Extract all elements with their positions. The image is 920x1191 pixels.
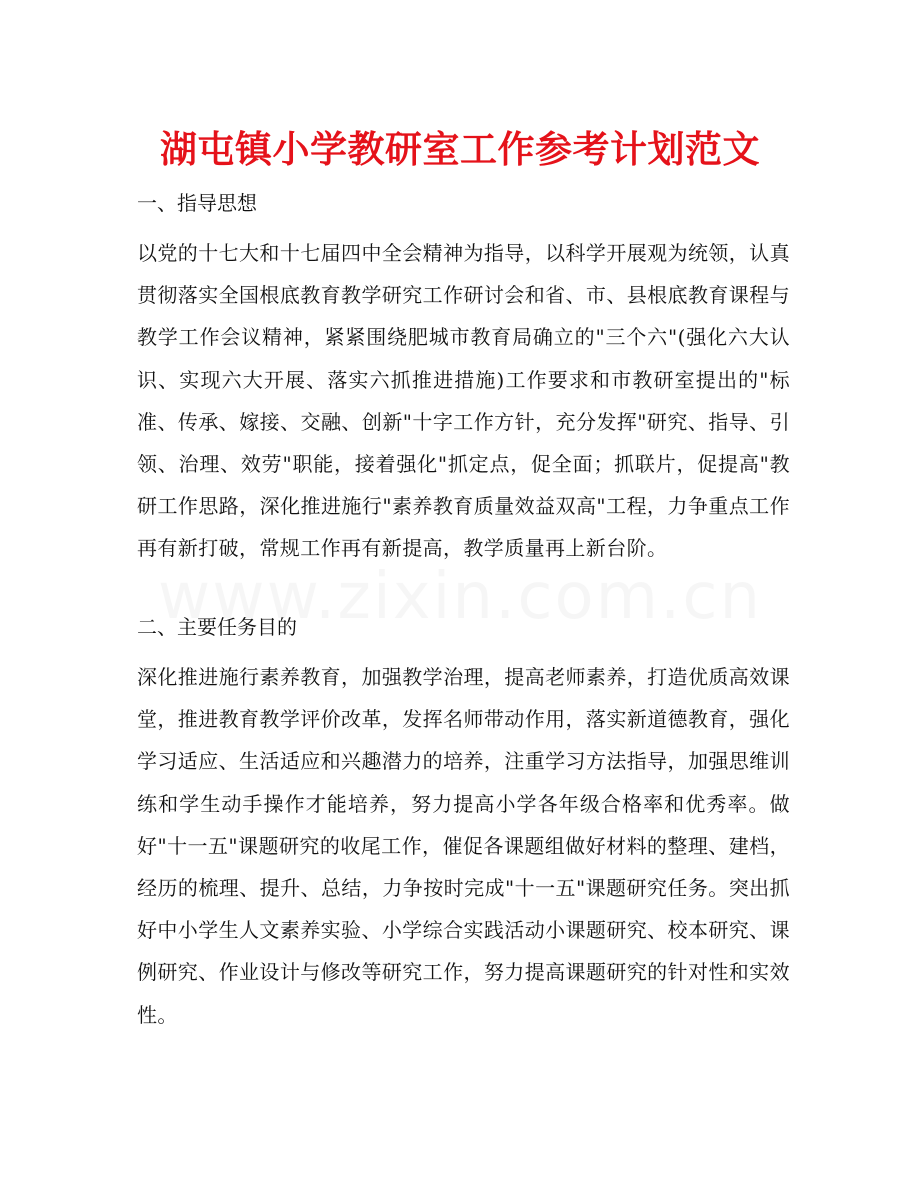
section-heading-main-tasks: 二、主要任务目的 [137,615,297,639]
section-heading-guiding-ideology: 一、指导思想 [137,191,257,215]
section-body-main-tasks: 深化推进施行素养教育，加强教学治理，提高老师素养，打造优质高效课堂，推进教育教学评价改革，发挥名师带动作用，落实新道德教育，强化学习适应、生活适应和兴趣潜力的培养，注重学习方法指导，加强思维训练和学生动手操作才能培养，努力提高小学各年级合格率和优秀率。做好"十一五"课题研究的收尾工作，催促各课题组做好材料的整理、建档，经历的梳理、提升、总结，力争按时完成"十一五"课题研究任务。突出抓好中小学生人文素养实验、小学综合实践活动小课题研究、校本研究、课例研究、作业设计与修改等研究工作，努力提高课题研究的针对性和实效性。 [137,665,790,1027]
section-body-guiding-ideology: 以党的十七大和十七届四中全会精神为指导，以科学开展观为统领，认真贯彻落实全国根底教育教学研究工作研讨会和省、市、县根底教育课程与教学工作会议精神，紧紧围绕肥城市教育局确立的"三个六"(强化六大认识、实现六大开展、落实六抓推进措施)工作要求和市教研室提出的"标准、传承、嫁接、交融、创新"十字工作方针，充分发挥"研究、指导、引领、治理、效劳"职能，接着强化"抓定点，促全面；抓联片，促提高"教研工作思路，深化推进施行"素养教育质量效益双高"工程，力争重点工作再有新打破，常规工作再有新提高，教学质量再上新台阶。 [137,241,790,561]
document-title: 湖屯镇小学教研室工作参考计划范文 [160,128,760,171]
